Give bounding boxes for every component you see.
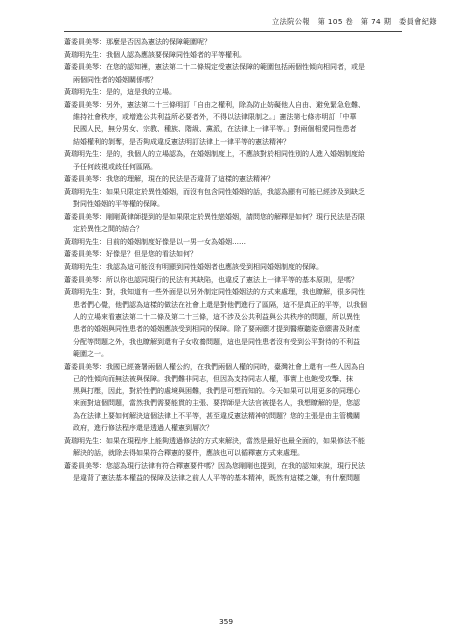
speaker-line: 蕭委員美琴：那麼是否因為憲法的保障範圍呢？ [64,38,211,46]
transcript-body [64,36,408,485]
speaker-line: 蕭委員美琴：您認為現行法律有符合釋憲要件嗎？因為您剛剛也提到，在我的認知來說，現行民法 [64,461,365,470]
continuation-line: 兩個同性者的婚姻關係嗎？ [73,75,157,84]
speaker-line: 蕭委員美琴：好像是？但是您的看法如何？ [64,250,197,259]
transcript-paragraph [64,460,408,485]
transcript-paragraph [64,99,408,148]
speaker-line: 黃瑞明先生：如果只限定於異性婚姻，而沒有包含同性婚姻的話，我認為顯有可能已經涉及到缺乏 [64,187,365,196]
continuation-line: 來面對這個問題，當然我們需要能貫的主張、要捍師是大法官被提名人，我想瞭解的是，您認 [73,399,360,408]
issue-number: 第 74 期 [360,17,392,26]
header-rule [64,31,402,32]
continuation-line: 黑與打壓，因此，對於性們的處境與困難，我們是可想而知的。今天如果可以用更多的同理心 [73,387,360,396]
continuation-line: 對同性婚姻的平等權的保障。 [73,200,164,209]
transcript-paragraph [64,286,408,360]
continuation-line: 人的立場來看憲法第二十二條及第二十三條，這不涉及公共利益與公共秩序的問題，所以異性 [73,313,360,321]
speaker-line: 黃瑞明先生：如果在現程序上能夠透過修法的方式來解決，當然是最好也最全面的，如果修法不能 [64,436,365,445]
continuation-line: 政府，進行修法程序還是透過人權憲到層次？ [73,424,213,433]
continuation-line: 範圍之一。 [73,349,108,358]
speaker-line: 黃瑞明先生：我認為這可能沒有明顯到同性婚姻者也應該受到相同婚姻制度的保障。 [64,263,323,272]
transcript-paragraph [64,435,408,460]
speaker-line: 蕭委員美琴：剛剛黃律師提到的是如果限定於異性戀婚姻，請問您的解釋是如何？現行民法是否限 [64,212,365,221]
transcript-paragraph [64,236,408,248]
speaker-line: 黃瑞明先生：目前的婚姻制度好像是以一男一女為婚姻…… [64,237,246,246]
transcript-paragraph [64,261,408,273]
speaker-line: 黃瑞明先生：是的，我個人的立場認為，在婚姻制度上，不應該對於相同性別的人進入婚姻制度給 [64,150,365,159]
transcript-paragraph [64,186,408,211]
continuation-line: 患者的婚姻與同性患者的婚姻應該受到相同的保障。除了要兩願才提到醫療聽姿意願書及財產 [73,325,360,334]
publication-name: 立法院公報 [272,17,310,26]
speaker-line: 蕭委員美琴：所以你也認同現行的民法有其缺陷，也違反了憲法上一律平等的基本原則，是嗎？ [64,275,358,284]
speaker-line: 黃瑞明先生：是的，這是我的立場。 [64,88,176,97]
continuation-line: 民國人民，無分男女、宗教、種族、階級、黨派，在法律上一律平等。」對兩個相愛同性患者 [73,125,357,134]
transcript-paragraph [64,173,408,185]
continuation-line: 解決的話，就除去得如果符合釋憲的要件，應該也可以循釋憲方式來處理。 [73,448,304,457]
continuation-line: 己的性傾向而無法被與保障。我們難非同志，但因為支持同志人權，事實上也飽受攻擊、抹 [73,374,353,383]
running-header [272,17,442,27]
continuation-line: 結婚權利的剝奪，是否夠成違反憲法明訂法律上一律平等的憲法精神？ [73,137,290,146]
continuation-line: 定於異性之間的結合？ [73,225,143,234]
section-name: 委員會紀錄 [398,17,437,26]
transcript-paragraph [64,274,408,286]
speaker-line: 蕭委員美琴：在您的認知裡，憲法第二十二條規定受憲法保障的範圍包括兩個性傾向相同者，或是 [64,63,365,72]
page-number: 359 [218,617,234,626]
transcript-paragraph [64,211,408,236]
continuation-line: 患者們心覺，他們認為這樣的做法在社會上還是對他們進行了區隔，這不是真正的平等，以我個 [73,300,367,309]
continuation-line: 予任何歧視或歧任何區隔。 [73,162,157,171]
volume-number: 第 105 卷 [317,17,354,26]
speaker-line: 蕭委員美琴：另外，憲法第二十三條明訂「自由之權利，除為防止妨礙他人自由、避免緊急危難、 [64,100,365,109]
speaker-line: 蕭委員美琴：我您的理解，現在的民法是否違背了這樣的憲法精神？ [64,175,274,184]
continuation-line: 是違背了憲法基本權益的保障及法律之前人人平等的基本精神，既然有這樣之嫌，有什麼問題 [73,473,360,482]
continuation-line: 為在法律上要如何解決這個法律上不平等，甚至違反憲法精神的問題？您的主張是由主管機關 [73,411,360,420]
transcript-paragraph [64,61,408,86]
transcript-paragraph [64,36,408,48]
transcript-paragraph [64,49,408,61]
transcript-paragraph [64,248,408,260]
transcript-paragraph [64,86,408,98]
continuation-line: 維持社會秩序，或增進公共利益所必要者外，不得以法律限制之。」憲法第七條亦明訂「中華 [73,113,357,122]
transcript-paragraph [64,361,408,435]
continuation-line: 分配等問題之外，我也瞭解到還有子女收養問題，這也是同性患者沒有受到公平對待的不利益 [73,337,360,346]
transcript-paragraph [64,148,408,173]
speaker-line: 黃瑞明先生：對，我知道有一些外面是以另外制定同性婚姻法的方式來處理，我也瞭解，很多同性 [64,288,365,297]
speaker-line: 黃瑞明先生：我個人認為應該要保障同性婚者的平等權利。 [64,50,246,59]
speaker-line: 蕭委員美琴：我國已經簽署兩個人權公約，在我們兩個人權的同時，臺灣社會上還有一些人因為自 [64,362,365,371]
